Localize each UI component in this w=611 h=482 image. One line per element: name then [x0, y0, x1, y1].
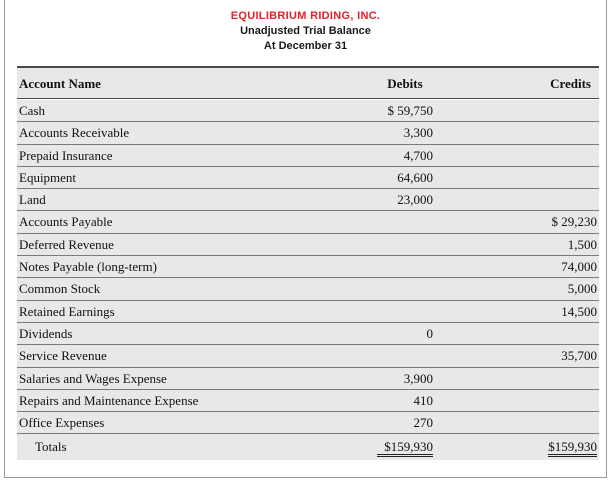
- debit-amount: 3,300: [403, 125, 433, 141]
- account-name: Service Revenue: [19, 348, 107, 364]
- credit-amount: 74,000: [561, 259, 597, 275]
- table-row: [17, 323, 599, 345]
- debit-amount: 410: [413, 392, 433, 408]
- report-date: At December 31: [263, 40, 348, 52]
- table-row: [17, 100, 599, 122]
- account-name: Retained Earnings: [19, 303, 115, 319]
- table-header-row: [17, 68, 599, 98]
- totals-row: [17, 434, 599, 460]
- account-name: Common Stock: [19, 281, 101, 297]
- report-header: [0, 0, 611, 64]
- credit-amount: 1,500: [567, 236, 597, 252]
- table-row: [17, 211, 599, 233]
- credit-amount: 5,000: [567, 281, 597, 297]
- account-name: Notes Payable (long-term): [19, 259, 157, 275]
- account-name: Salaries and Wages Expense: [19, 370, 167, 386]
- header-debits: Debits: [387, 76, 423, 91]
- credit-amount: 14,500: [561, 303, 597, 319]
- table-row: [17, 256, 599, 278]
- report-title: Unadjusted Trial Balance: [240, 25, 371, 37]
- table-row: [17, 390, 599, 412]
- account-name: Equipment: [19, 169, 77, 185]
- table-row: [17, 368, 599, 390]
- credit-amount: 35,700: [561, 348, 597, 364]
- table-row: [17, 278, 599, 300]
- account-name: Accounts Receivable: [19, 125, 130, 141]
- account-name: Accounts Payable: [19, 214, 113, 230]
- account-name: Cash: [19, 103, 45, 118]
- table-row: [17, 122, 599, 144]
- debit-amount: 270: [413, 415, 433, 431]
- debit-amount: 23,000: [397, 192, 433, 208]
- debit-amount: 3,900: [403, 370, 433, 386]
- table-row: [17, 301, 599, 323]
- totals-label: Totals: [35, 439, 67, 455]
- debit-amount: 4,700: [403, 147, 433, 163]
- table-row: [17, 167, 599, 189]
- table-header-rule: [17, 98, 599, 99]
- table-row: [17, 145, 599, 167]
- debit-amount: 64,600: [397, 169, 433, 185]
- header-account-name: Account Name: [19, 76, 101, 91]
- account-name: Deferred Revenue: [19, 236, 114, 252]
- total-debits: $159,930: [377, 439, 433, 457]
- debit-amount: $ 59,750: [387, 103, 433, 118]
- account-name: Prepaid Insurance: [19, 147, 113, 163]
- account-name: Dividends: [19, 325, 73, 341]
- company-name: EQUILIBRIUM RIDING, INC.: [230, 10, 381, 22]
- table-row: [17, 189, 599, 211]
- total-credits: $159,930: [548, 439, 597, 457]
- account-name: Land: [19, 192, 46, 208]
- credit-amount: $ 29,230: [551, 214, 597, 230]
- account-name: Office Expenses: [19, 415, 105, 431]
- table-row: [17, 412, 599, 434]
- debit-amount: 0: [426, 325, 433, 341]
- table-row: [17, 234, 599, 256]
- account-name: Repairs and Maintenance Expense: [19, 392, 199, 408]
- table-row: [17, 345, 599, 367]
- table-body: [17, 100, 599, 460]
- header-credits: Credits: [550, 76, 591, 91]
